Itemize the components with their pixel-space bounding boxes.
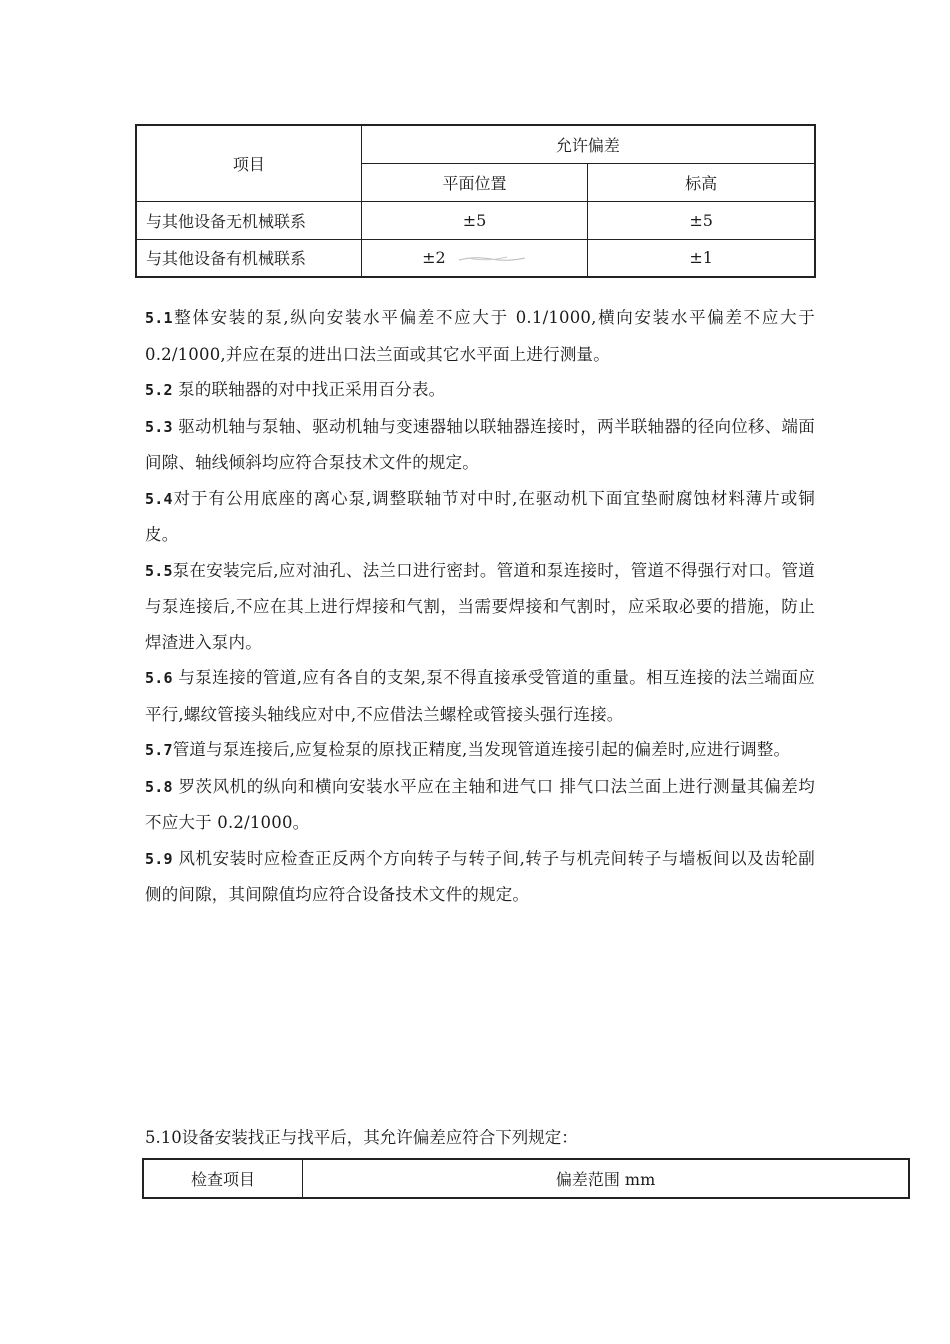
clause-5-3 [145,409,815,481]
clause-text: 整体安装的泵,纵向安装水平偏差不应大于 0.1/1000,横向安装水平偏差不应大于 0.2/1000,并应在泵的进出口法兰面或其它水平面上进行测量。 [145,308,815,364]
clause-text: 管道与泵连接后,应复检泵的原找正精度,当发现管道连接引起的偏差时,应进行调整。 [172,740,791,759]
row-elev-value: ±5 [588,201,815,239]
clause-5-9 [145,841,815,913]
header-allowable-deviation: 允许偏差 [361,125,815,163]
row-plane-value: ±2 [422,248,446,268]
row-plane-value: ±5 [361,201,587,239]
clause-number: 5.3 [145,417,173,436]
row-plane-cell [361,239,587,277]
clause-number: 5.7 [145,741,173,759]
tolerance-table [135,124,816,278]
clause-5-6 [145,660,815,732]
header-plane-position: 平面位置 [361,163,587,201]
clause-text: 与泵连接的管道,应有各自的支架,泵不得直接承受管道的重量。相互连接的法兰端面应平行,螺纹管接头轴线应对中,不应借法兰螺栓或管接头强行连接。 [145,668,815,724]
clause-text: 泵在安装完后,应对油孔、法兰口进行密封。管道和泵连接时，管道不得强行对口。管道与泵连接后,不应在其上进行焊接和气割，当需要焊接和气割时，应采取必要的措施，防止焊渣进入泵内。 [145,560,815,652]
header-elevation: 标高 [588,163,815,201]
table-header-row [143,1159,909,1198]
clause-number: 5.8 [145,777,173,796]
clause-number: 5.6 [145,669,173,687]
table-row [136,239,815,277]
row-item: 与其他设备有机械联系 [136,239,361,277]
clause-number: 5.4 [145,489,173,508]
clause-text: 罗茨风机的纵向和横向安装水平应在主轴和进气口 排气口法兰面上进行测量其偏差均不应大于 0.2/1000。 [145,776,815,832]
clause-5-2 [145,372,815,409]
table-row [136,201,815,239]
clause-number: 5.9 [145,849,173,868]
clause-number: 5.1 [145,309,173,327]
row-elev-value: ±1 [588,239,815,277]
clause-text: 驱动机轴与泵轴、驱动机轴与变速器轴以联轴器连接时，两半联轴器的径向位移、端面间隙、轴线倾斜均应符合泵技术文件的规定。 [145,416,815,472]
header-check-item: 检查项目 [143,1159,303,1198]
deviation-range-table [142,1158,910,1199]
clause-text: 泵的联轴器的对中找正采用百分表。 [172,380,446,399]
clause-text: 对于有公用底座的离心泵,调整联轴节对中时,在驱动机下面宜垫耐腐蚀材料薄片或铜皮。 [145,488,815,544]
header-item: 项目 [136,125,361,201]
clause-number: 5.2 [145,381,173,399]
header-deviation-range: 偏差范围 mm [303,1159,909,1198]
row-item: 与其他设备无机械联系 [136,201,361,239]
clause-list [145,300,815,913]
scribble-mark [457,255,527,263]
clause-5-8 [145,769,815,841]
clause-5-10: 5.10设备安装找正与找平后，其允许偏差应符合下列规定： [145,1128,578,1147]
clause-number: 5.5 [145,561,173,580]
clause-5-1 [145,300,815,372]
clause-5-5 [145,553,815,661]
clause-5-4 [145,481,815,553]
clause-5-7 [145,732,815,769]
clause-text: 风机安装时应检查正反两个方向转子与转子间,转子与机壳间转子与墙板间以及齿轮副侧的间隙，其间隙值均应符合设备技术文件的规定。 [145,848,815,904]
